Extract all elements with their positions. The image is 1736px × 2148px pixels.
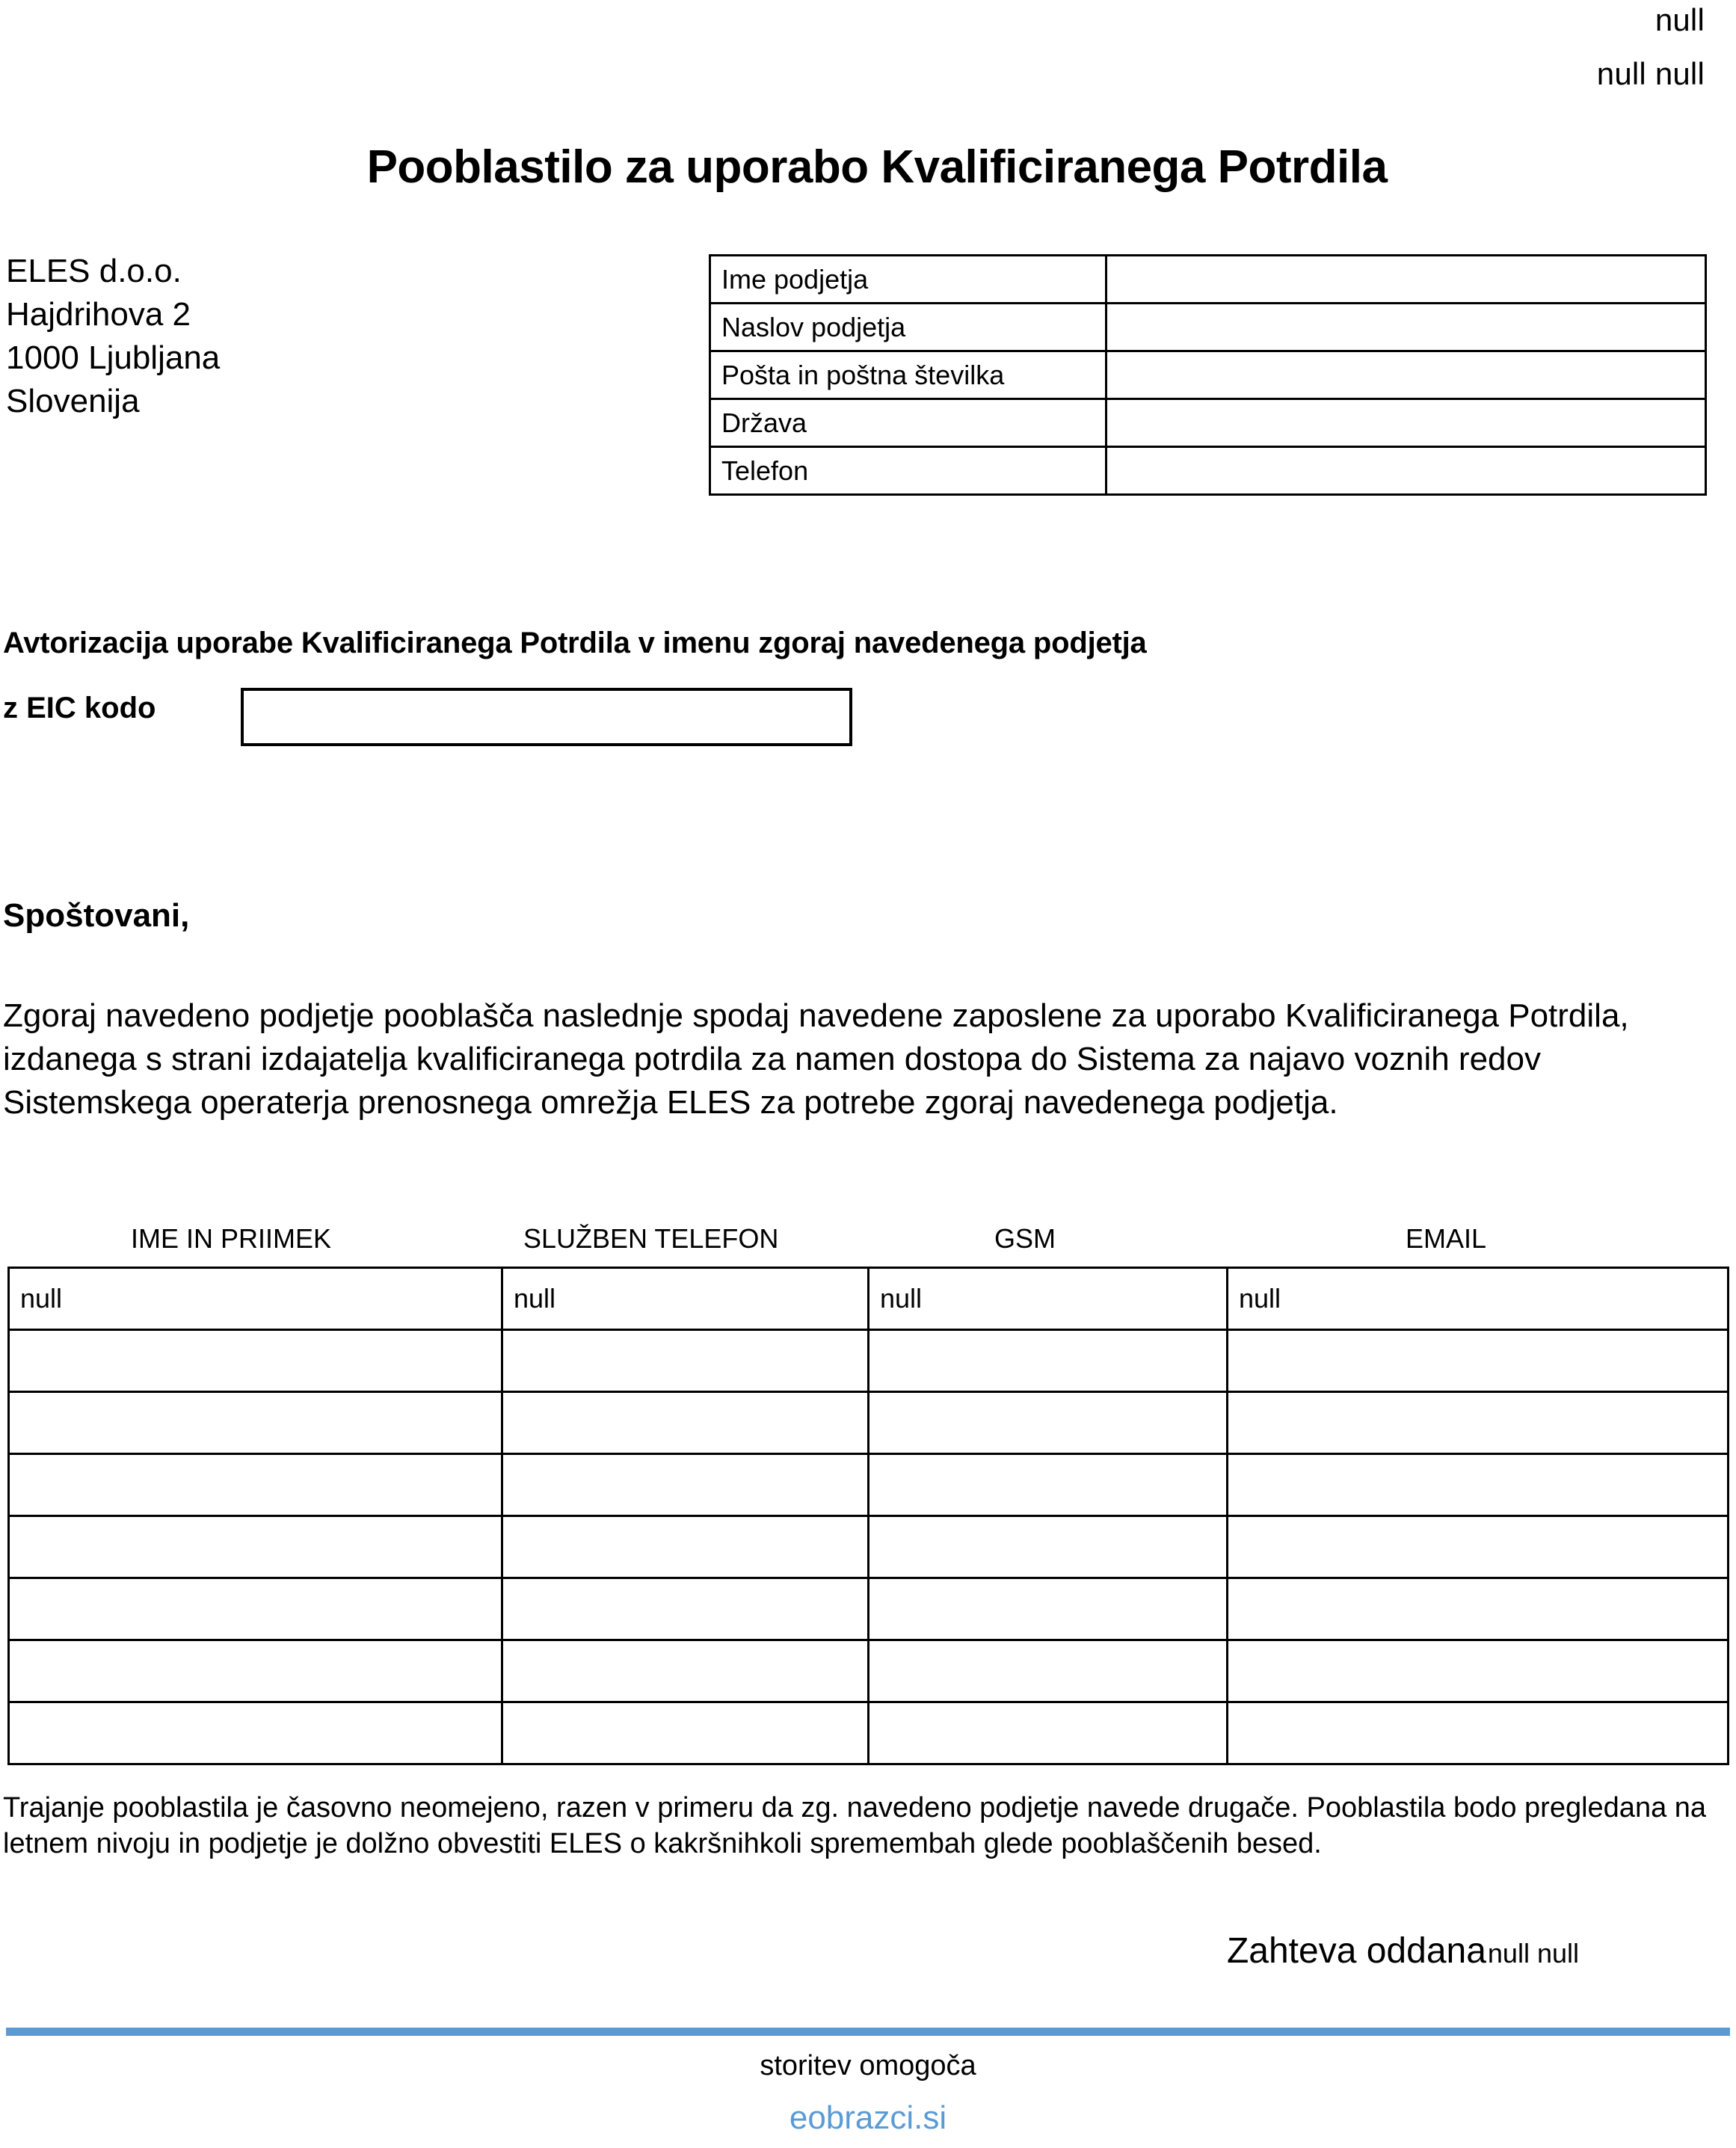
employee-header-email: EMAIL (1406, 1223, 1487, 1254)
employee-cell-phone[interactable] (502, 1454, 869, 1516)
closing-note: Trajanje pooblastila je časovno neomejeno, razen v primeru da zg. navedeno podjetje navede drugače. Pooblastila bodo pregledana na letnem nivoju in podjetje je dolžno obvestiti ELES o kakršnihkoli spremembah glede pooblaščenih besed. (3, 1792, 1707, 1859)
employee-cell-gsm[interactable] (869, 1640, 1228, 1702)
employee-cell-email[interactable] (1228, 1392, 1729, 1454)
employee-cell-gsm[interactable] (869, 1392, 1228, 1454)
employee-cell-email[interactable] (1228, 1578, 1729, 1640)
table-row (9, 1392, 1729, 1454)
employee-cell-phone[interactable] (502, 1330, 869, 1392)
table-row (9, 1640, 1729, 1702)
company-field-label: Telefon (710, 447, 1106, 495)
table-row (9, 1330, 1729, 1392)
employee-cell-gsm[interactable] (869, 1702, 1228, 1764)
sender-address-line-3: 1000 Ljubljana (6, 339, 221, 376)
company-field-label: Ime podjetja (710, 256, 1106, 304)
table-row (9, 1454, 1729, 1516)
employee-cell-name[interactable] (9, 1392, 502, 1454)
header-meta-line-1: null (1655, 2, 1705, 37)
employee-cell-name[interactable] (9, 1516, 502, 1578)
employee-cell-phone[interactable] (502, 1640, 869, 1702)
table-row (9, 1702, 1729, 1764)
employee-cell-phone[interactable] (502, 1516, 869, 1578)
authorization-heading: Avtorizacija uporabe Kvalificiranega Potrdila v imenu zgoraj navedenega podjetja (3, 627, 1147, 659)
company-field-label: Pošta in poštna številka (710, 351, 1106, 399)
employee-cell-name[interactable]: null (9, 1268, 502, 1330)
footer-divider (6, 2028, 1730, 2036)
employee-cell-name[interactable] (9, 1640, 502, 1702)
page-title: Pooblastilo za uporabo Kvalificiranega Potrdila (366, 141, 1388, 193)
employee-cell-phone[interactable] (502, 1702, 869, 1764)
company-field-input[interactable] (1106, 447, 1706, 495)
table-row (9, 1268, 1729, 1330)
table-row (710, 304, 1706, 351)
body-paragraph: Zgoraj navedeno podjetje pooblašča naslednje spodaj navedene zaposlene za uporabo Kvalificiranega Potrdila, izdanega s strani izdajatelja kvalificiranega potrdila za namen dostopa do Sistema za najavo voznih redov Sistemskega operaterja prenosnega omrežja ELES za potrebe zgoraj navedenega podjetja. (3, 997, 1629, 1121)
employee-header-gsm: GSM (994, 1223, 1056, 1254)
submitted-value: null null (1487, 1938, 1579, 1969)
submitted-line (0, 1930, 1736, 1972)
sender-address-block (6, 250, 220, 423)
employee-cell-gsm[interactable] (869, 1578, 1228, 1640)
employee-table (7, 1267, 1729, 1765)
employee-cell-gsm[interactable] (869, 1516, 1228, 1578)
company-field-label: Naslov podjetja (710, 304, 1106, 351)
table-row (710, 256, 1706, 304)
employee-cell-gsm[interactable] (869, 1330, 1228, 1392)
employee-cell-email[interactable] (1228, 1454, 1729, 1516)
header-meta-line-2: null null (1596, 56, 1705, 91)
employee-cell-phone[interactable] (502, 1392, 869, 1454)
employee-cell-name[interactable] (9, 1330, 502, 1392)
employee-cell-email[interactable] (1228, 1330, 1729, 1392)
employee-cell-email[interactable] (1228, 1702, 1729, 1764)
header-meta (807, 0, 1705, 94)
employee-table-headers (7, 1223, 1727, 1259)
footer-brand-link[interactable]: eobrazci.si (789, 2099, 947, 2136)
table-row (710, 351, 1706, 399)
company-field-label: Država (710, 399, 1106, 447)
company-info-table (709, 254, 1707, 496)
employee-header-name: IME IN PRIIMEK (131, 1223, 332, 1254)
company-field-input[interactable] (1106, 351, 1706, 399)
employee-cell-email[interactable] (1228, 1516, 1729, 1578)
employee-cell-name[interactable] (9, 1702, 502, 1764)
employee-cell-name[interactable] (9, 1578, 502, 1640)
eic-code-input[interactable] (241, 688, 852, 746)
sender-address-line-2: Hajdrihova 2 (6, 296, 191, 333)
company-field-input[interactable] (1106, 304, 1706, 351)
employee-cell-gsm[interactable]: null (869, 1268, 1228, 1330)
employee-cell-email[interactable] (1228, 1640, 1729, 1702)
table-row (9, 1516, 1729, 1578)
submitted-label: Zahteva oddana (1226, 1931, 1486, 1971)
eic-code-label: z EIC kodo (3, 692, 156, 724)
employee-cell-gsm[interactable] (869, 1454, 1228, 1516)
employee-header-phone: SLUŽBEN TELEFON (523, 1223, 779, 1254)
employee-cell-name[interactable] (9, 1454, 502, 1516)
table-row (710, 447, 1706, 495)
sender-address-line-4: Slovenija (6, 383, 140, 419)
employee-cell-phone[interactable]: null (502, 1268, 869, 1330)
table-row (9, 1578, 1729, 1640)
company-field-input[interactable] (1106, 399, 1706, 447)
company-field-input[interactable] (1106, 256, 1706, 304)
salutation: Spoštovani, (3, 897, 190, 934)
employee-cell-email[interactable]: null (1228, 1268, 1729, 1330)
employee-cell-phone[interactable] (502, 1578, 869, 1640)
sender-address-line-1: ELES d.o.o. (6, 253, 182, 289)
footer-tagline: storitev omogoča (760, 2050, 976, 2081)
table-row (710, 399, 1706, 447)
